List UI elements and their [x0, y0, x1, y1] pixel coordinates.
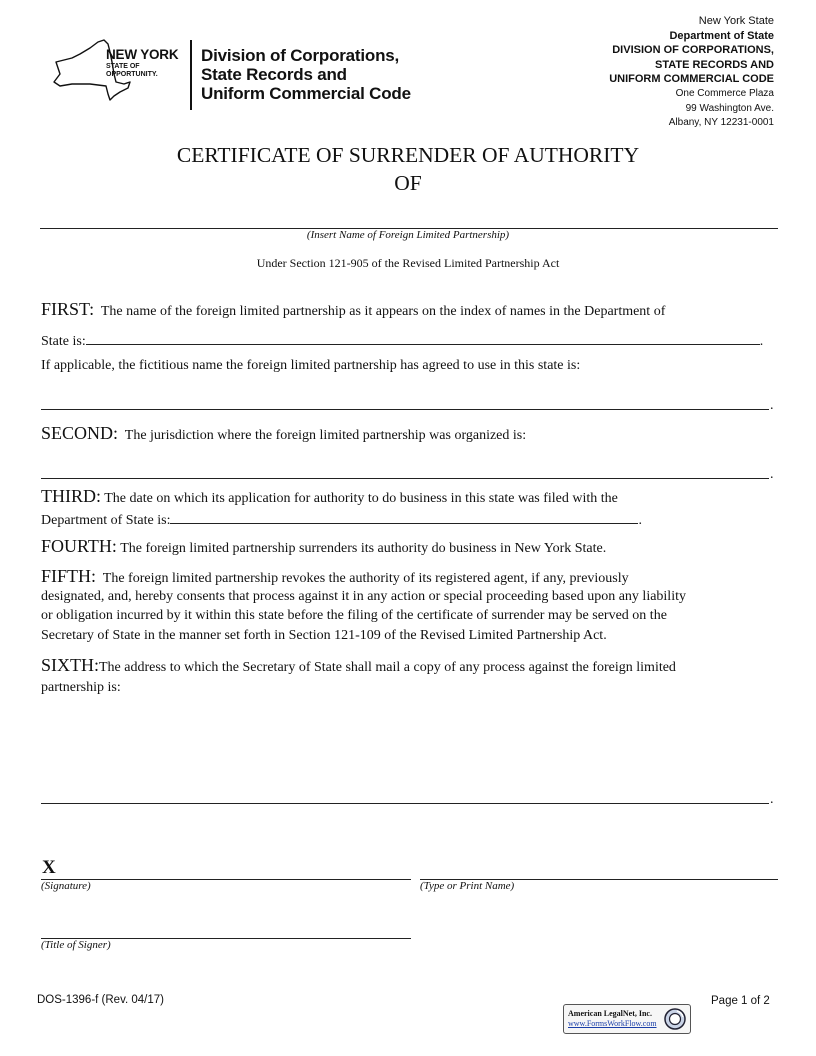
- fifth-heading: FIFTH:: [41, 566, 97, 586]
- page-title: [0, 141, 816, 197]
- address-division-1: DIVISION OF CORPORATIONS,: [612, 44, 774, 57]
- partnership-name-caption: (Insert Name of Foreign Limited Partnership): [306, 229, 510, 241]
- under-section-text: Under Section 121-905 of the Revised Limited Partnership Act: [256, 256, 560, 270]
- fifth-line-4: Secretary of State in the manner set forth in Section 121-109 of the Revised Limited Partnership Act.: [41, 627, 607, 643]
- fifth-line-1: [41, 567, 786, 589]
- division-line-3: Uniform Commercial Code: [201, 84, 411, 103]
- first-paragraph: [41, 300, 781, 322]
- fourth-heading: FOURTH:: [41, 536, 117, 556]
- fourth-text: The foreign limited partnership surrenders its authority do business in New York State.: [120, 541, 607, 556]
- fourth-paragraph: [41, 537, 781, 559]
- globe-icon: [663, 1007, 687, 1031]
- logo-divider: [190, 40, 192, 110]
- address-period: .: [770, 792, 774, 807]
- badge-url-link[interactable]: www.FormsWorkFlow.com: [568, 1019, 657, 1028]
- fifth-text-1: The foreign limited partnership revokes the authority of its registered agent, if any, previously: [102, 571, 629, 586]
- partnership-index-name-field[interactable]: [86, 330, 760, 345]
- process-address-field[interactable]: [41, 803, 769, 804]
- fifth-line-2: designated, and, hereby consents that process against it in any action or special proceeding based upon any liability: [41, 588, 686, 604]
- sixth-heading: SIXTH:: [41, 655, 99, 675]
- third-paragraph: [41, 487, 781, 509]
- application-date-field[interactable]: [170, 509, 638, 524]
- badge-company: American LegalNet, Inc.: [568, 1009, 652, 1018]
- title-line-1: CERTIFICATE OF SURRENDER OF AUTHORITY: [176, 143, 640, 167]
- ny-logo-state-of: STATE OF: [106, 62, 140, 70]
- fictitious-name-text: If applicable, the fictitious name the foreign limited partnership has agreed to use in this state is:: [41, 358, 581, 373]
- address-division-3: UNIFORM COMMERCIAL CODE: [609, 73, 774, 86]
- sixth-paragraph: [41, 656, 786, 697]
- third-date-line: Department of State is: .: [41, 509, 642, 531]
- form-id: DOS-1396-f (Rev. 04/17): [37, 994, 164, 1006]
- ny-logo-title: NEW YORK: [106, 47, 179, 62]
- ny-logo-opportunity: OPPORTUNITY.: [106, 70, 158, 78]
- address-state: New York State: [698, 15, 774, 27]
- division-name: [201, 46, 411, 103]
- fifth-paragraph: [41, 567, 786, 645]
- print-name-caption: (Type or Print Name): [420, 880, 515, 892]
- fictitious-period: .: [770, 398, 774, 413]
- sixth-line-2: partnership is:: [41, 679, 121, 695]
- sixth-text-1: The address to which the Secretary of State shall mail a copy of any process against the foreign limited: [99, 660, 676, 675]
- third-date-label: Department of State is:: [41, 513, 171, 528]
- signature-x-mark: X: [42, 857, 56, 878]
- first-text: The name of the foreign limited partnership as it appears on the index of names in the Department of: [100, 304, 666, 319]
- first-heading: FIRST:: [41, 299, 95, 319]
- address-city: Albany, NY 12231-0001: [668, 117, 774, 129]
- fictitious-name-field[interactable]: [41, 409, 769, 410]
- division-line-2: State Records and: [201, 65, 347, 84]
- second-text: The jurisdiction where the foreign limited partnership was organized is:: [124, 428, 527, 443]
- first-state-label: State is:: [41, 334, 86, 349]
- agency-address: [609, 14, 774, 131]
- signature-caption: (Signature): [41, 880, 91, 892]
- fifth-line-3: or obligation incurred by it within this state before the filing of the certificate of surrender may be served on the: [41, 608, 667, 623]
- second-heading: SECOND:: [41, 423, 119, 443]
- title-of-signer-caption: (Title of Signer): [41, 939, 111, 951]
- sixth-line-1: [41, 656, 786, 678]
- forms-workflow-badge[interactable]: [563, 1004, 691, 1034]
- title-line-2: OF: [394, 171, 422, 195]
- jurisdiction-field[interactable]: [41, 478, 769, 479]
- third-heading: THIRD:: [41, 486, 101, 506]
- division-line-1: Division of Corporations,: [201, 46, 400, 65]
- signature-field[interactable]: [41, 879, 411, 880]
- jurisdiction-period: .: [770, 467, 774, 482]
- third-text: The date on which its application for authority to do business in this state was filed with the: [104, 491, 618, 506]
- ny-logo-text: [106, 48, 178, 78]
- second-paragraph: [41, 424, 781, 446]
- address-street-1: One Commerce Plaza: [675, 87, 774, 99]
- address-street-2: 99 Washington Ave.: [685, 102, 774, 114]
- address-department: Department of State: [669, 29, 774, 42]
- page-number: Page 1 of 2: [711, 995, 770, 1007]
- first-state-line: State is: .: [41, 330, 781, 352]
- address-division-2: STATE RECORDS AND: [655, 58, 774, 71]
